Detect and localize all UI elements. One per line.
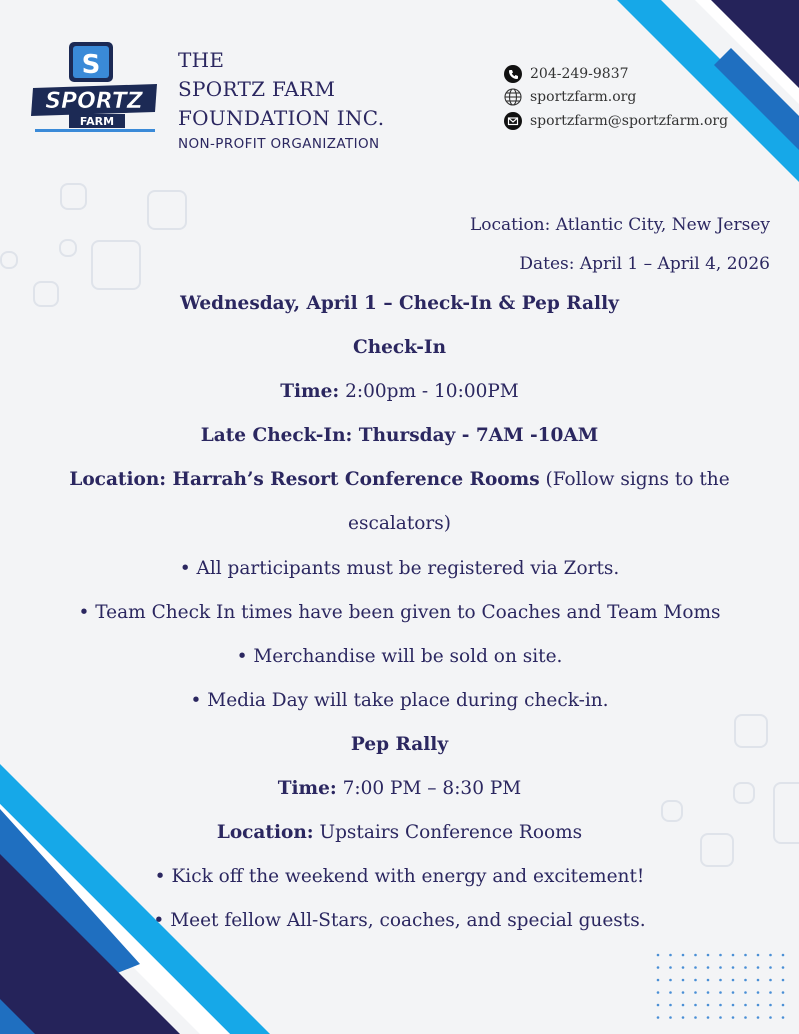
decor-dot [757, 954, 760, 957]
decor-dot [732, 966, 735, 969]
checkin-location [0, 469, 799, 490]
decor-dot [782, 991, 785, 994]
decor-dot [682, 1016, 685, 1019]
pep-rally-bullet: • Meet fellow All-Stars, coaches, and special guests. [153, 910, 646, 931]
checkin-heading: Check-In [352, 337, 447, 358]
pep-rally-time-value: 7:00 PM – 8:30 PM [336, 778, 522, 799]
checkin-bullet: • Merchandise will be sold on site. [236, 646, 563, 667]
svg-text:FARM: FARM [79, 115, 115, 128]
decor-dot [732, 1004, 735, 1007]
pep-rally-time [0, 778, 799, 799]
event-dates: Dates: April 1 – April 4, 2026 [519, 254, 770, 274]
decor-dot [707, 966, 710, 969]
bottom-left-stripes [0, 764, 270, 1034]
decor-dot [694, 954, 697, 957]
decor-dot [732, 954, 735, 957]
decor-dot [657, 991, 660, 994]
phone-icon [504, 65, 522, 83]
svg-text:SPORTZ: SPORTZ [45, 89, 143, 114]
pep-rally-bullet: • Kick off the weekend with energy and excitement! [154, 866, 645, 887]
org-line-3: FOUNDATION INC. [178, 106, 385, 130]
decor-dot [682, 954, 685, 957]
decor-dot [757, 979, 760, 982]
decor-dot [657, 979, 660, 982]
checkin-time [0, 381, 799, 402]
decor-dot [694, 979, 697, 982]
decor-dot [669, 966, 672, 969]
decor-dot [757, 966, 760, 969]
decor-square [91, 240, 141, 290]
decor-dot [732, 979, 735, 982]
decor-dot [782, 1016, 785, 1019]
checkin-bullet: • Media Day will take place during check-in. [190, 690, 609, 711]
decor-dot [669, 991, 672, 994]
decor-dot [682, 979, 685, 982]
org-line-1: THE [178, 48, 225, 72]
decor-dot [769, 991, 772, 994]
checkin-time-label: Time: [280, 381, 340, 402]
decor-dot [707, 1004, 710, 1007]
decor-dot [719, 954, 722, 957]
decor-dot [744, 954, 747, 957]
decor-dot [694, 1004, 697, 1007]
contact-phone[interactable] [504, 62, 728, 86]
event-location: Location: Atlantic City, New Jersey [470, 215, 770, 235]
decor-dot [744, 979, 747, 982]
decor-dot [719, 991, 722, 994]
pep-rally-location [0, 822, 799, 843]
decor-dot [669, 954, 672, 957]
late-checkin: Late Check-In: Thursday - 7AM -10AM [200, 425, 599, 446]
decor-dot [782, 1004, 785, 1007]
decor-dot [757, 991, 760, 994]
svg-text:S: S [81, 50, 101, 80]
decor-dot [744, 1004, 747, 1007]
decor-square [60, 183, 87, 210]
decor-dot [707, 954, 710, 957]
decor-dot [707, 979, 710, 982]
decor-dot [719, 1016, 722, 1019]
decor-dot [757, 1016, 760, 1019]
email-icon [504, 112, 522, 130]
decor-square [147, 190, 187, 230]
decor-square [0, 251, 18, 269]
decor-dot [769, 1004, 772, 1007]
pep-rally-time-label: Time: [277, 778, 337, 799]
website-text: sportzfarm.org [530, 89, 637, 106]
decor-dot [782, 979, 785, 982]
organization-name [178, 46, 384, 152]
decor-square [59, 239, 77, 257]
decor-dot [657, 954, 660, 957]
pep-rally-location-value: Upstairs Conference Rooms [313, 822, 583, 843]
contact-info [504, 62, 728, 133]
checkin-location-note-2: escalators) [348, 513, 451, 534]
contact-website[interactable] [504, 86, 728, 110]
decor-dot [769, 954, 772, 957]
pep-rally-heading: Pep Rally [350, 734, 449, 755]
decor-dot [782, 966, 785, 969]
phone-text: 204-249-9837 [530, 65, 629, 82]
decor-dot [682, 991, 685, 994]
pep-rally-location-label: Location: [216, 822, 314, 843]
sportz-farm-logo [27, 40, 163, 136]
decor-dot [682, 1004, 685, 1007]
decor-dot [732, 991, 735, 994]
decor-dot [744, 991, 747, 994]
decor-dot [657, 1004, 660, 1007]
org-subtitle: NON-PROFIT ORGANIZATION [178, 136, 380, 152]
globe-icon [504, 88, 522, 106]
decor-dot [707, 1016, 710, 1019]
decor-dot [707, 991, 710, 994]
decor-dot [657, 966, 660, 969]
checkin-time-value: 2:00pm - 10:00PM [339, 381, 519, 402]
decor-dot [657, 1016, 660, 1019]
decor-square [661, 800, 683, 822]
dot-grid [655, 952, 790, 1022]
decor-dot [769, 966, 772, 969]
org-line-2: SPORTZ FARM [178, 77, 336, 101]
decor-dot [719, 966, 722, 969]
email-text: sportzfarm@sportzfarm.org [530, 112, 729, 129]
decor-dot [694, 991, 697, 994]
decor-dot [694, 1016, 697, 1019]
decor-dot [694, 966, 697, 969]
decor-dot [744, 966, 747, 969]
day-heading: Wednesday, April 1 – Check-In & Pep Rally [180, 293, 619, 314]
checkin-location-label: Location: Harrah’s Resort Conference Rooms [69, 469, 540, 490]
checkin-location-note: (Follow signs to the [539, 469, 730, 490]
contact-email[interactable] [504, 109, 728, 133]
decor-dot [669, 979, 672, 982]
decor-dot [782, 954, 785, 957]
checkin-bullet: • All participants must be registered via Zorts. [179, 558, 620, 579]
decor-dot [719, 979, 722, 982]
decor-dot [769, 979, 772, 982]
decor-dot [757, 1004, 760, 1007]
checkin-bullet: • Team Check In times have been given to Coaches and Team Moms [78, 602, 721, 623]
decor-dot [669, 1016, 672, 1019]
decor-dot [719, 1004, 722, 1007]
decor-dot [669, 1004, 672, 1007]
decor-dot [732, 1016, 735, 1019]
decor-dot [682, 966, 685, 969]
decor-dot [744, 1016, 747, 1019]
decor-dot [769, 1016, 772, 1019]
